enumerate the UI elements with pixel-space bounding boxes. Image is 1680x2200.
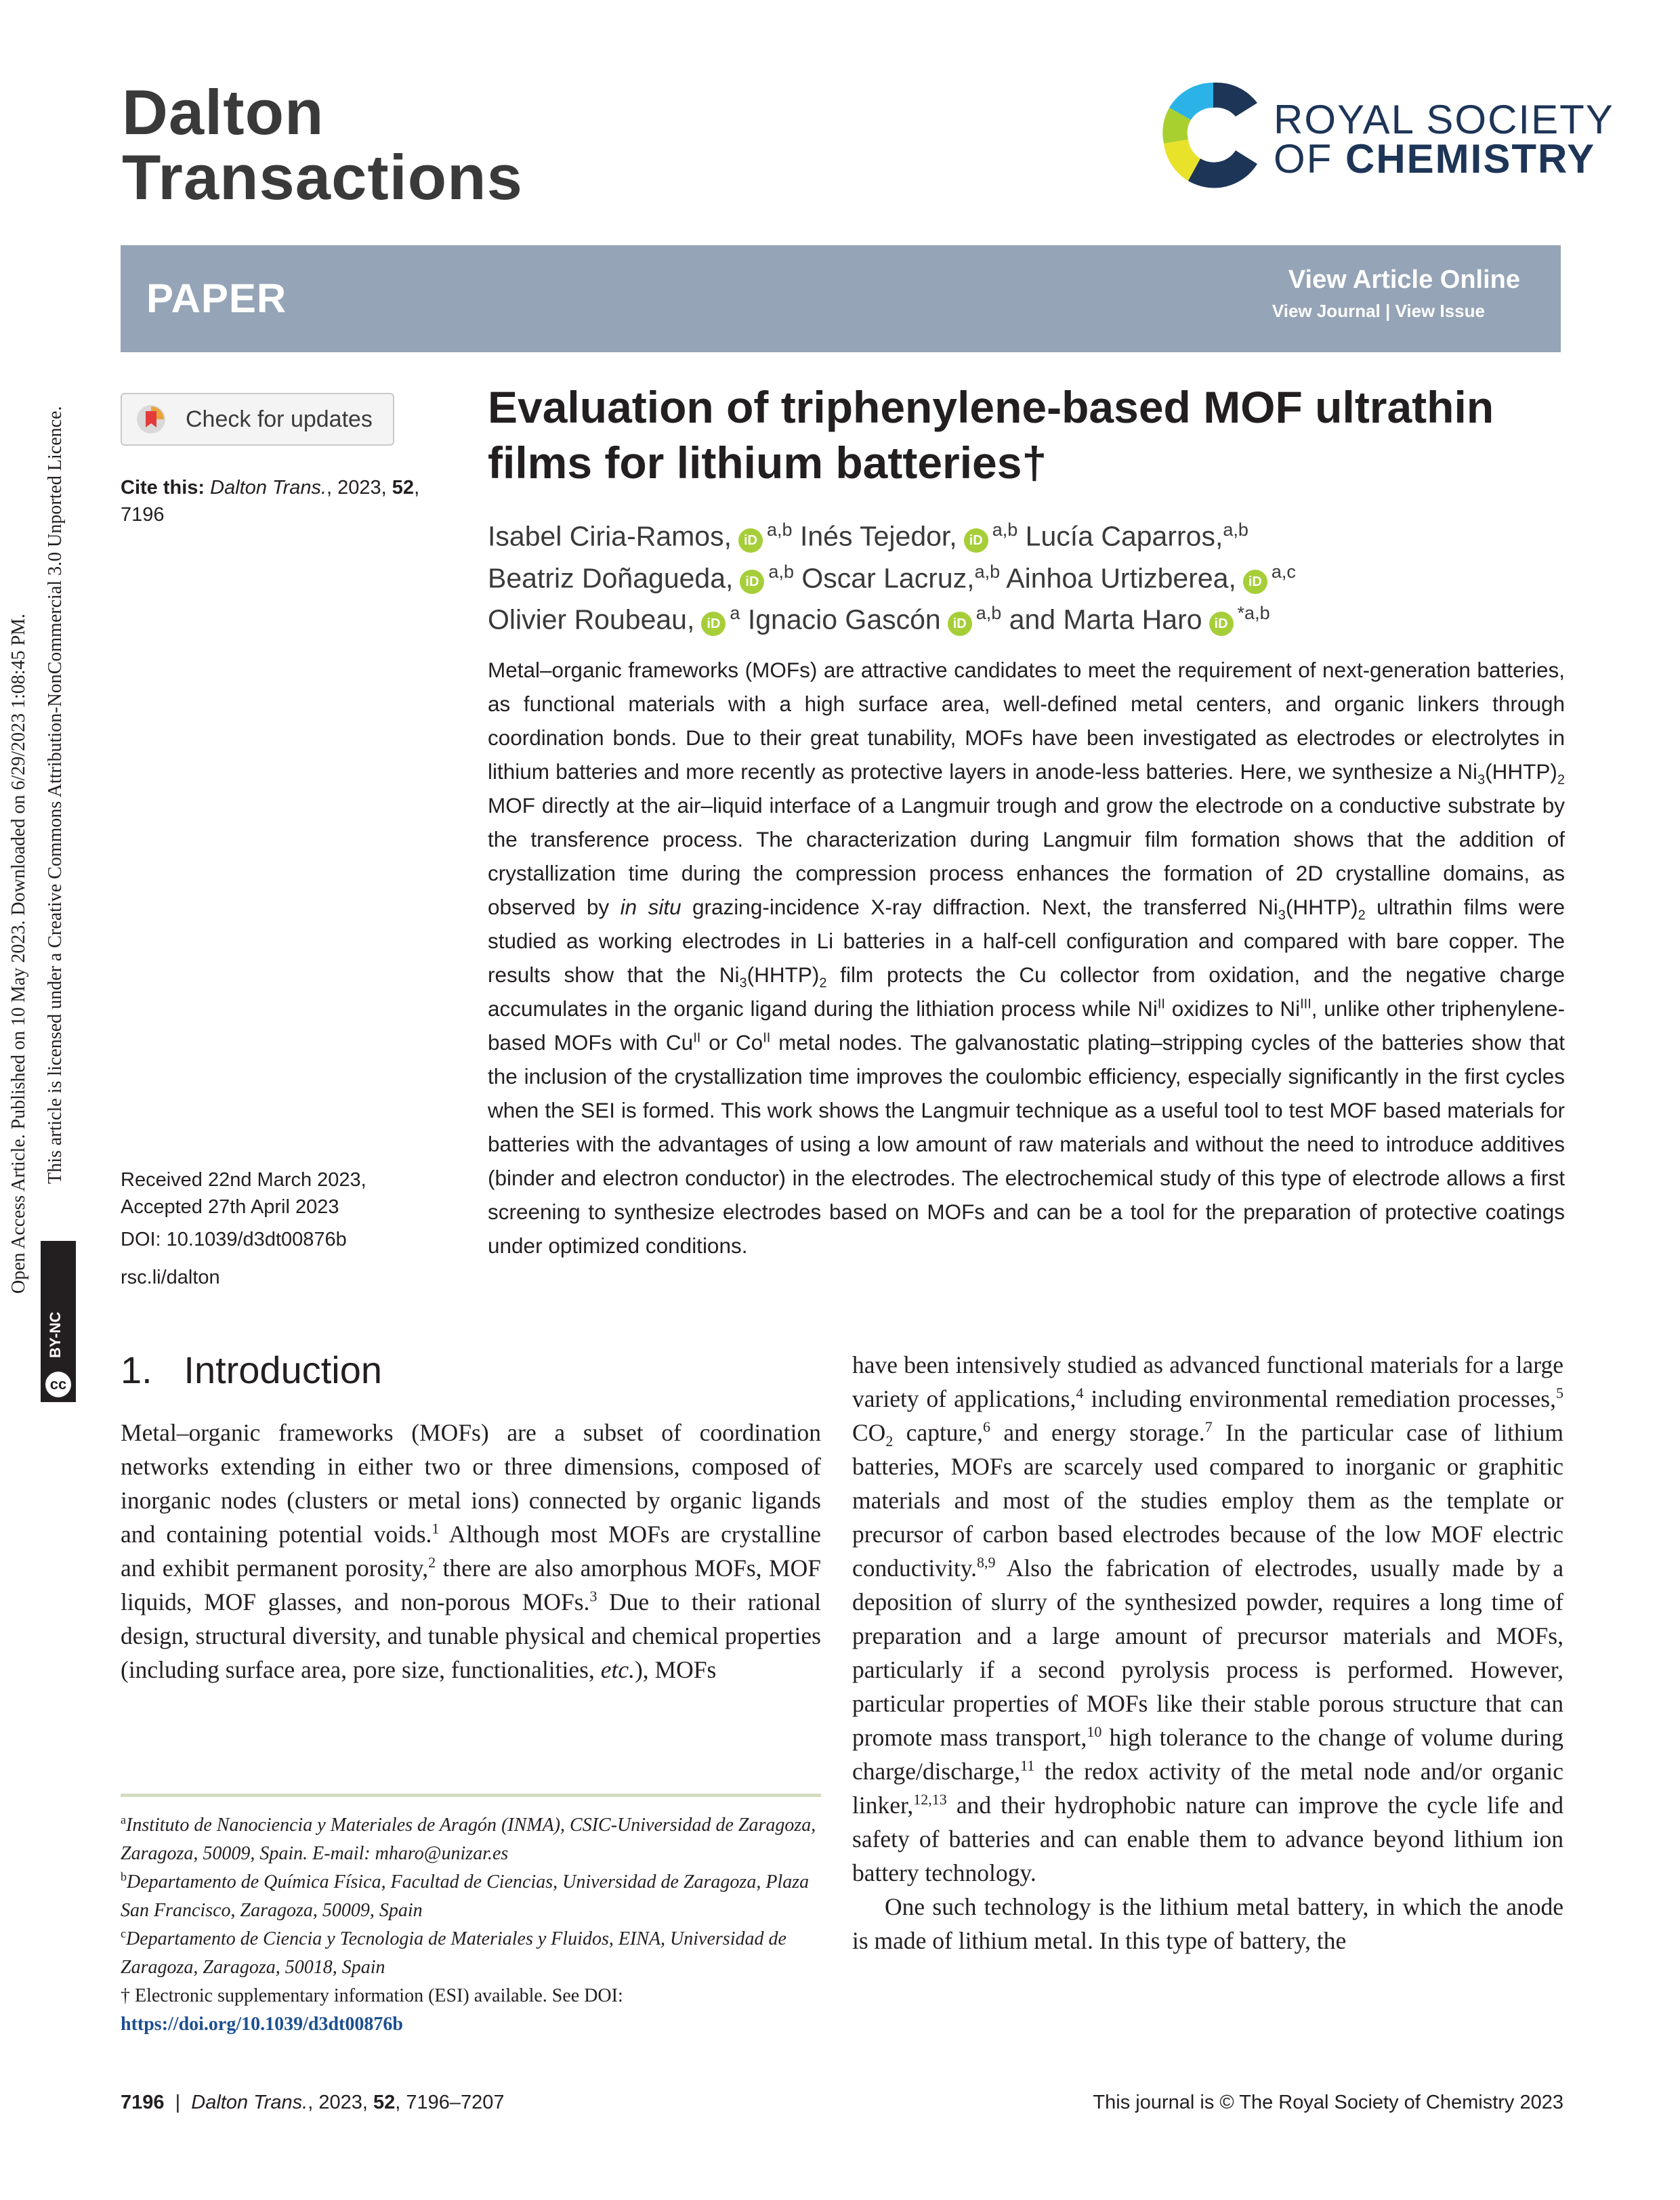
abstract-text: oxidizes to Ni <box>1165 996 1301 1021</box>
footer-volume: 52 <box>373 2092 396 2113</box>
badge-text: BY-NC <box>47 1311 64 1358</box>
view-issue-link[interactable]: View Issue <box>1395 301 1485 321</box>
view-links-separator: | <box>1380 301 1395 321</box>
check-for-updates-label: Check for updates <box>186 406 373 432</box>
received-dates <box>121 1166 459 1221</box>
cite-year: , 2023, <box>327 477 392 499</box>
orcid-icon[interactable]: iD <box>964 528 988 553</box>
accepted-date: Accepted 27th April 2023 <box>121 1196 339 1218</box>
reference[interactable]: 4 <box>1076 1384 1084 1402</box>
view-journal-link[interactable]: View Journal <box>1272 301 1381 321</box>
article-title: Evaluation of triphenylene-based MOF ultrathin films for lithium batteries† <box>488 382 1494 488</box>
abstract <box>488 653 1565 1263</box>
author-name: Olivier Roubeau, <box>488 604 695 635</box>
footnote-a <box>121 1811 821 1868</box>
intro-left-column <box>121 1416 821 1687</box>
author-affiliation: a,c <box>1271 561 1296 582</box>
subscript: 2 <box>1358 908 1366 923</box>
orcid-icon[interactable]: iD <box>1209 612 1234 636</box>
author-affiliation: a,b <box>768 561 794 582</box>
abstract-text: (HHTP) <box>747 962 820 987</box>
section-heading-introduction: 1. Introduction <box>121 1349 383 1391</box>
abstract-text: Metal–organic frameworks (MOFs) are attractive candidates to meet the requirement of next-generation batteries, as functional materials with a high surface area, well-defined metal centers, and organic linkers through coordination bonds. Due to their great tunability, MOFs have been investigated as electrodes or electrolytes in lithium batteries and more recently as protective layers in anode-less batteries. Here, we synthesize a Ni <box>488 658 1565 784</box>
text: Also the fabrication of electrodes, usually made by a deposition of slurry of the synthesized powder, requires a long time of preparation and a large amount of precursor materials and MOFs, particularly if a second pyrolysis process is performed. However, particular properties of MOFs like their stable porous structure that can promote mass transport, <box>852 1554 1563 1751</box>
footnote-b <box>121 1868 821 1925</box>
text: high tolerance to the change of volume during charge/discharge, <box>852 1724 1564 1785</box>
cite-label: Cite this: <box>121 477 211 499</box>
abstract-text: (HHTP) <box>1485 759 1557 784</box>
subscript: 2 <box>885 1433 894 1450</box>
reference[interactable]: 1 <box>432 1520 440 1538</box>
reference[interactable]: 10 <box>1087 1723 1102 1741</box>
footer-year: , 2023, <box>308 2092 373 2113</box>
bookmark-check-icon <box>135 404 167 435</box>
author-affiliation: *a,b <box>1237 603 1270 624</box>
orcid-icon[interactable]: iD <box>948 612 972 636</box>
licence-notice[interactable]: This article is licensed under a Creative Commons Attribution-NonCommercial 3.0 Unported Licence. <box>45 406 66 1184</box>
footer-separator: | <box>164 2092 192 2113</box>
author-name: Isabel Ciria-Ramos, <box>488 520 732 552</box>
paragraph <box>121 1416 821 1687</box>
author-affiliation: a <box>730 603 740 624</box>
orcid-icon[interactable]: iD <box>740 570 764 594</box>
footnote-c <box>121 1925 821 1982</box>
publisher-line2 <box>1274 135 1595 182</box>
view-links <box>1272 301 1485 322</box>
esi-doi-link[interactable]: https://doi.org/10.1039/d3dt00876b <box>121 2014 403 2035</box>
intro-right-column <box>852 1348 1563 1958</box>
footer-journal: Dalton Trans. <box>191 2092 308 2113</box>
journal-link[interactable]: rsc.li/dalton <box>121 1267 220 1288</box>
reference[interactable]: 8,9 <box>977 1554 996 1571</box>
cite-this <box>121 474 459 528</box>
open-access-notice: Open Access Article. Published on 10 May 2023. Downloaded on 6/29/2023 1:08:45 PM. <box>8 613 29 1294</box>
footnote-text: Departamento de Química Física, Facultad de Ciencias, Universidad de Zaragoza, Plaza San Francisco, Zaragoza, 50009, Spain <box>121 1871 810 1921</box>
reference[interactable]: 2 <box>428 1554 436 1571</box>
text: ), MOFs <box>634 1656 717 1683</box>
orcid-icon[interactable]: iD <box>738 528 763 553</box>
subscript: 3 <box>1477 772 1486 788</box>
journal-title <box>122 77 523 213</box>
reference[interactable]: 5 <box>1556 1384 1563 1402</box>
abstract-text: film protects the Cu collector from oxidation, and the negative charge accumulates in the organic ligand during the lithiation process while Ni <box>488 962 1565 1021</box>
text: and energy storage. <box>990 1419 1205 1446</box>
journal-title-line1: Dalton <box>122 77 324 148</box>
footnote-marker: b <box>121 1869 127 1884</box>
author-affiliation: a,b <box>767 520 793 540</box>
abstract-italic: in situ <box>620 895 681 919</box>
text: and their hydrophobic nature can improve the cycle life and safety of batteries and can enable them to advance beyond lithium ion battery technology. <box>852 1792 1563 1886</box>
footnote-divider <box>121 1794 821 1797</box>
orcid-icon[interactable]: iD <box>701 612 726 636</box>
superscript: II <box>1157 996 1165 1012</box>
footnote-text: Departamento de Ciencia y Tecnologia de Materiales y Fluidos, EINA, Universidad de Zaragoza, Zaragoza, 50018, Spain <box>121 1928 786 1978</box>
author-name: Ignacio Gascón <box>747 604 941 635</box>
abstract-text: grazing-incidence X-ray diffraction. Next, the transferred Ni <box>681 895 1278 919</box>
footnote-text: † Electronic supplementary information (ESI) available. See DOI: <box>121 1985 623 2006</box>
publisher-chemistry: CHEMISTRY <box>1345 136 1596 182</box>
text-italic: etc. <box>600 1656 635 1683</box>
abstract-text: MOF directly at the air–liquid interface of a Langmuir trough and grow the electrode on a conductive substrate by the transference process. The characterization during Langmuir film formation shows that the addition of crystallization time during the compression process enhances the formation of 2D crystalline domains, as observed by <box>488 793 1565 919</box>
text: In the particular case of lithium batteries, MOFs are scarcely used compared to inorganic or graphitic materials and most of the studies employ them as the template or precursor of carbon based electrodes because of the low MOF electric conductivity. <box>852 1419 1563 1582</box>
page-footer-right: This journal is © The Royal Society of Chemistry 2023 <box>1093 2092 1563 2113</box>
text: there are also amorphous MOFs, MOF liquids, MOF glasses, and non-porous MOFs. <box>121 1554 821 1615</box>
page-footer-left <box>121 2092 505 2114</box>
cc-by-nc-badge[interactable] <box>41 1241 76 1402</box>
author-name: and Marta Haro <box>1009 604 1202 635</box>
superscript: III <box>1300 996 1311 1012</box>
paper-banner <box>121 245 1561 352</box>
text: Although most MOFs are crystalline and exhibit permanent porosity, <box>121 1521 821 1582</box>
footnotes <box>121 1811 821 2039</box>
author-affiliation: a,b <box>975 603 1002 624</box>
cite-volume: 52 <box>392 477 415 499</box>
author-name: Lucía Caparros, <box>1025 520 1223 552</box>
subscript: 3 <box>739 975 747 991</box>
footnote-marker: c <box>121 1926 126 1941</box>
cc-icon: cc <box>45 1372 71 1397</box>
abstract-text: ultrathin films were studied as working electrodes in Li batteries in a half-cell configuration and compared with bare copper. The results show that the Ni <box>488 895 1566 987</box>
cite-page: , 7196 <box>121 477 420 526</box>
check-for-updates-button[interactable] <box>121 393 394 446</box>
text: the redox activity of the metal node and/or organic linker, <box>852 1758 1563 1819</box>
abstract-text: , unlike other triphenylene-based MOFs with Cu <box>488 996 1566 1055</box>
abstract-text: or Co <box>700 1030 763 1055</box>
banner-label: PAPER <box>146 276 287 321</box>
text: CO <box>852 1419 886 1446</box>
paragraph <box>852 1348 1563 1890</box>
received-date: Received 22nd March 2023, <box>121 1169 366 1191</box>
orcid-icon[interactable]: iD <box>1243 570 1267 594</box>
publisher-line1: ROYAL SOCIETY <box>1274 97 1614 142</box>
reference[interactable]: 11 <box>1020 1757 1035 1775</box>
reference[interactable]: 7 <box>1204 1418 1213 1436</box>
abstract-text: (HHTP) <box>1285 895 1358 919</box>
abstract-text: metal nodes. The galvanostatic plating–stripping cycles of the batteries show that the inclusion of the crystallization time improves the coulombic efficiency, especially significantly in the first cycles when the SEI is formed. This work shows the Langmuir technique as a useful tool to test MOF based materials for batteries with the advantages of using a low amount of raw materials and without the need to introduce additives (binder and electron conductor) in the electrodes. The electrochemical study of this type of electrode allows a first screening to synthesize electrodes based on MOFs and can be a tool for the preparation of protective coatings under optimized conditions. <box>488 1030 1565 1258</box>
publisher-of: OF <box>1274 136 1345 182</box>
author-affiliation: a,b <box>992 520 1018 540</box>
subscript: 3 <box>1278 908 1286 923</box>
author-name: Ainhoa Urtizberea, <box>1006 562 1236 594</box>
footnote-esi <box>121 1982 821 2039</box>
subscript: 2 <box>819 975 827 991</box>
text: Metal–organic frameworks (MOFs) are a subset of coordination networks extending in either two or three dimensions, composed of inorganic nodes (clusters or metal ions) connected by organic ligands and containing potential voids. <box>121 1419 821 1548</box>
author-affiliation: a,b <box>1223 520 1248 540</box>
reference[interactable]: 3 <box>589 1588 597 1605</box>
subscript: 2 <box>1557 772 1565 788</box>
author-list <box>488 512 1565 637</box>
journal-title-line2: Transactions <box>122 142 523 213</box>
doi: DOI: 10.1039/d3dt00876b <box>121 1229 347 1250</box>
text: Due to their rational design, structural diversity, and tunable physical and chemical properties (including surface area, pore size, functionalities, <box>121 1588 821 1683</box>
text: have been intensively studied as advanced functional materials for a large variety of applications, <box>852 1351 1563 1412</box>
text: capture, <box>893 1419 984 1446</box>
paragraph: One such technology is the lithium metal battery, in which the anode is made of lithium metal. In this type of battery, the <box>852 1893 1563 1954</box>
rsc-logo-icon <box>1156 76 1271 191</box>
reference[interactable]: 12,13 <box>913 1791 947 1808</box>
author-name: Beatriz Doñagueda, <box>488 562 734 594</box>
author-affiliation: a,b <box>974 561 1001 582</box>
superscript: II <box>693 1030 701 1046</box>
superscript: II <box>763 1030 771 1046</box>
reference[interactable]: 6 <box>983 1418 991 1436</box>
text: including environmental remediation processes, <box>1083 1385 1556 1412</box>
footnote-marker: a <box>121 1813 126 1827</box>
page-number: 7196 <box>121 2092 165 2113</box>
author-name: Oscar Lacruz, <box>801 562 975 594</box>
cite-journal: Dalton Trans. <box>210 477 327 499</box>
footnote-text: Instituto de Nanociencia y Materiales de Aragón (INMA), CSIC-Universidad de Zaragoza, Zaragoza, 50009, Spain. E-mail: mharo@unizar.es <box>121 1815 816 1864</box>
view-article-online-link[interactable]: View Article Online <box>1288 266 1520 294</box>
footer-page-range: , 7196–7207 <box>395 2092 505 2113</box>
author-name: Inés Tejedor, <box>799 520 957 552</box>
